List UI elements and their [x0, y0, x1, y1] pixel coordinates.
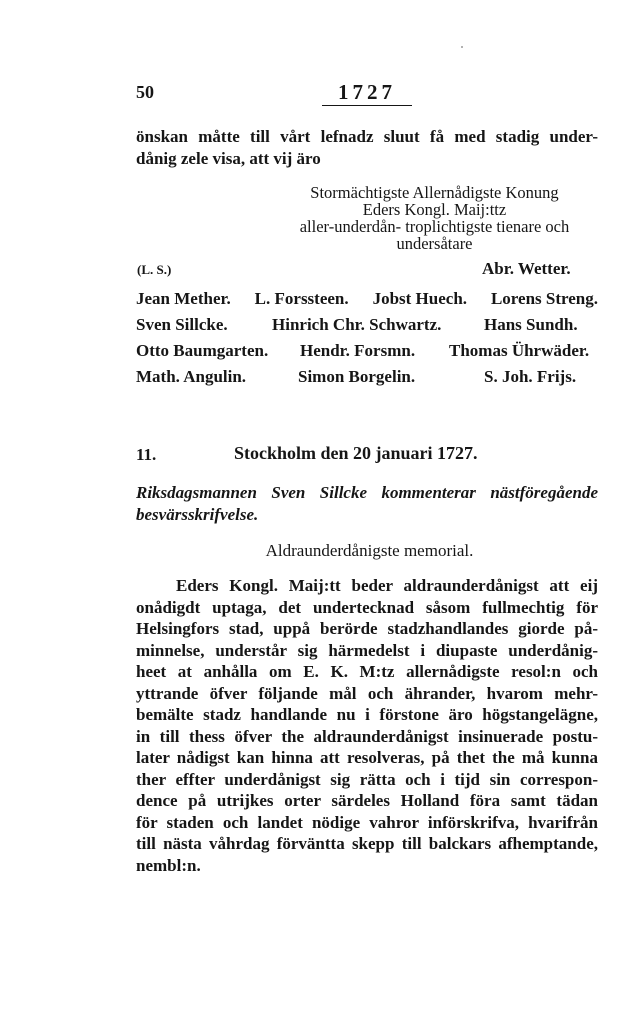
scan-speck: [461, 46, 463, 48]
text-line: later nådigst kan hinna att resolveras, på thet the må kunna: [136, 748, 598, 767]
summary-line: besvärsskrifvelse.: [136, 505, 259, 524]
text-line: bemälte stadz handlande nu i förstone äro högstangelägne,: [136, 705, 598, 724]
memorial-body: [136, 575, 598, 876]
text-line: nembl:n.: [136, 855, 201, 875]
signatory: Otto Baumgarten.: [136, 341, 269, 360]
signatory: Simon Borgelin.: [298, 367, 416, 386]
signatory: Lorens Streng.: [490, 289, 598, 308]
memorial-title: Aldraunderdånigste memorial.: [265, 541, 474, 560]
signatory: Math. Angulin.: [136, 367, 247, 386]
first-signatory: Abr. Wetter.: [482, 259, 571, 278]
text-line: heet at anhålla om E. K. M:tz allernådigste resol:n och: [136, 662, 598, 681]
running-head-year: 1727: [322, 80, 412, 106]
document-summary: [136, 482, 598, 526]
text-line: Helsingfors stad, uppå berörde stadzhandlandes giorde på-: [136, 619, 598, 638]
closing-formula-line-1: Stormächtigste Allernådigste Konung: [310, 183, 559, 202]
text-line: till nästa våhrdag förväntta skepp till balckars afhemptande,: [136, 834, 598, 853]
signatory: Sven Sillcke.: [136, 315, 228, 334]
text-line: dånig zele visa, att vij äro: [136, 148, 321, 168]
page-number: 50: [136, 82, 154, 102]
signatory: Hendr. Forsmn.: [300, 341, 416, 360]
text-line: yttrande öfver följande mål och ährander, hvarom mehr-: [136, 683, 598, 703]
signatory: Hans Sundh.: [484, 315, 578, 334]
signatory: Thomas Ührwäder.: [449, 341, 590, 360]
signatory: Hinrich Chr. Schwartz.: [272, 315, 442, 334]
document-number: 11.: [136, 445, 157, 464]
signatory: L. Forssteen.: [254, 289, 349, 308]
closing-formula-line-4: undersåtare: [396, 234, 473, 253]
summary-line: Riksdagsmannen Sven Sillcke kommenterar nästföregående: [136, 483, 598, 502]
closing-formula-line-3: aller-underdån- troplichtigste tienare och: [299, 217, 570, 236]
signatory-row: [136, 289, 598, 309]
text-line: för staden och landet nödige vahror införskrifva, hvarifrån: [136, 812, 598, 832]
text-line: minnelse, understår sig härmedelst i diupaste underdånig-: [136, 640, 598, 660]
signatory: Jobst Huech.: [372, 289, 468, 308]
text-line: in till thess öfver the aldraunderdånigst insinuerade postu-: [136, 726, 598, 746]
text-line: ther effter underdånigst sig rätta och i tijd sin correspon-: [136, 769, 598, 789]
signatory: S. Joh. Frijs.: [484, 367, 577, 386]
closing-formula-line-2: Eders Kongl. Maij:ttz: [362, 200, 507, 219]
closing-paragraph: [136, 126, 598, 169]
text-line: dence på utrijkes orter särdeles Holland föra samt tädan: [136, 791, 598, 810]
seal-mark: (L. S.): [137, 262, 172, 277]
text-line: onådigdt uptaga, det undertecknad såsom fullmechtig för: [136, 597, 598, 617]
document-heading: Stockholm den 20 januari 1727.: [234, 443, 478, 463]
signatory: Jean Mether.: [136, 289, 231, 308]
text-line: önskan måtte till vårt lefnadz sluut få med stadig under-: [136, 127, 598, 146]
text-line: Eders Kongl. Maij:tt beder aldraunderdånigst att eij: [176, 576, 598, 595]
